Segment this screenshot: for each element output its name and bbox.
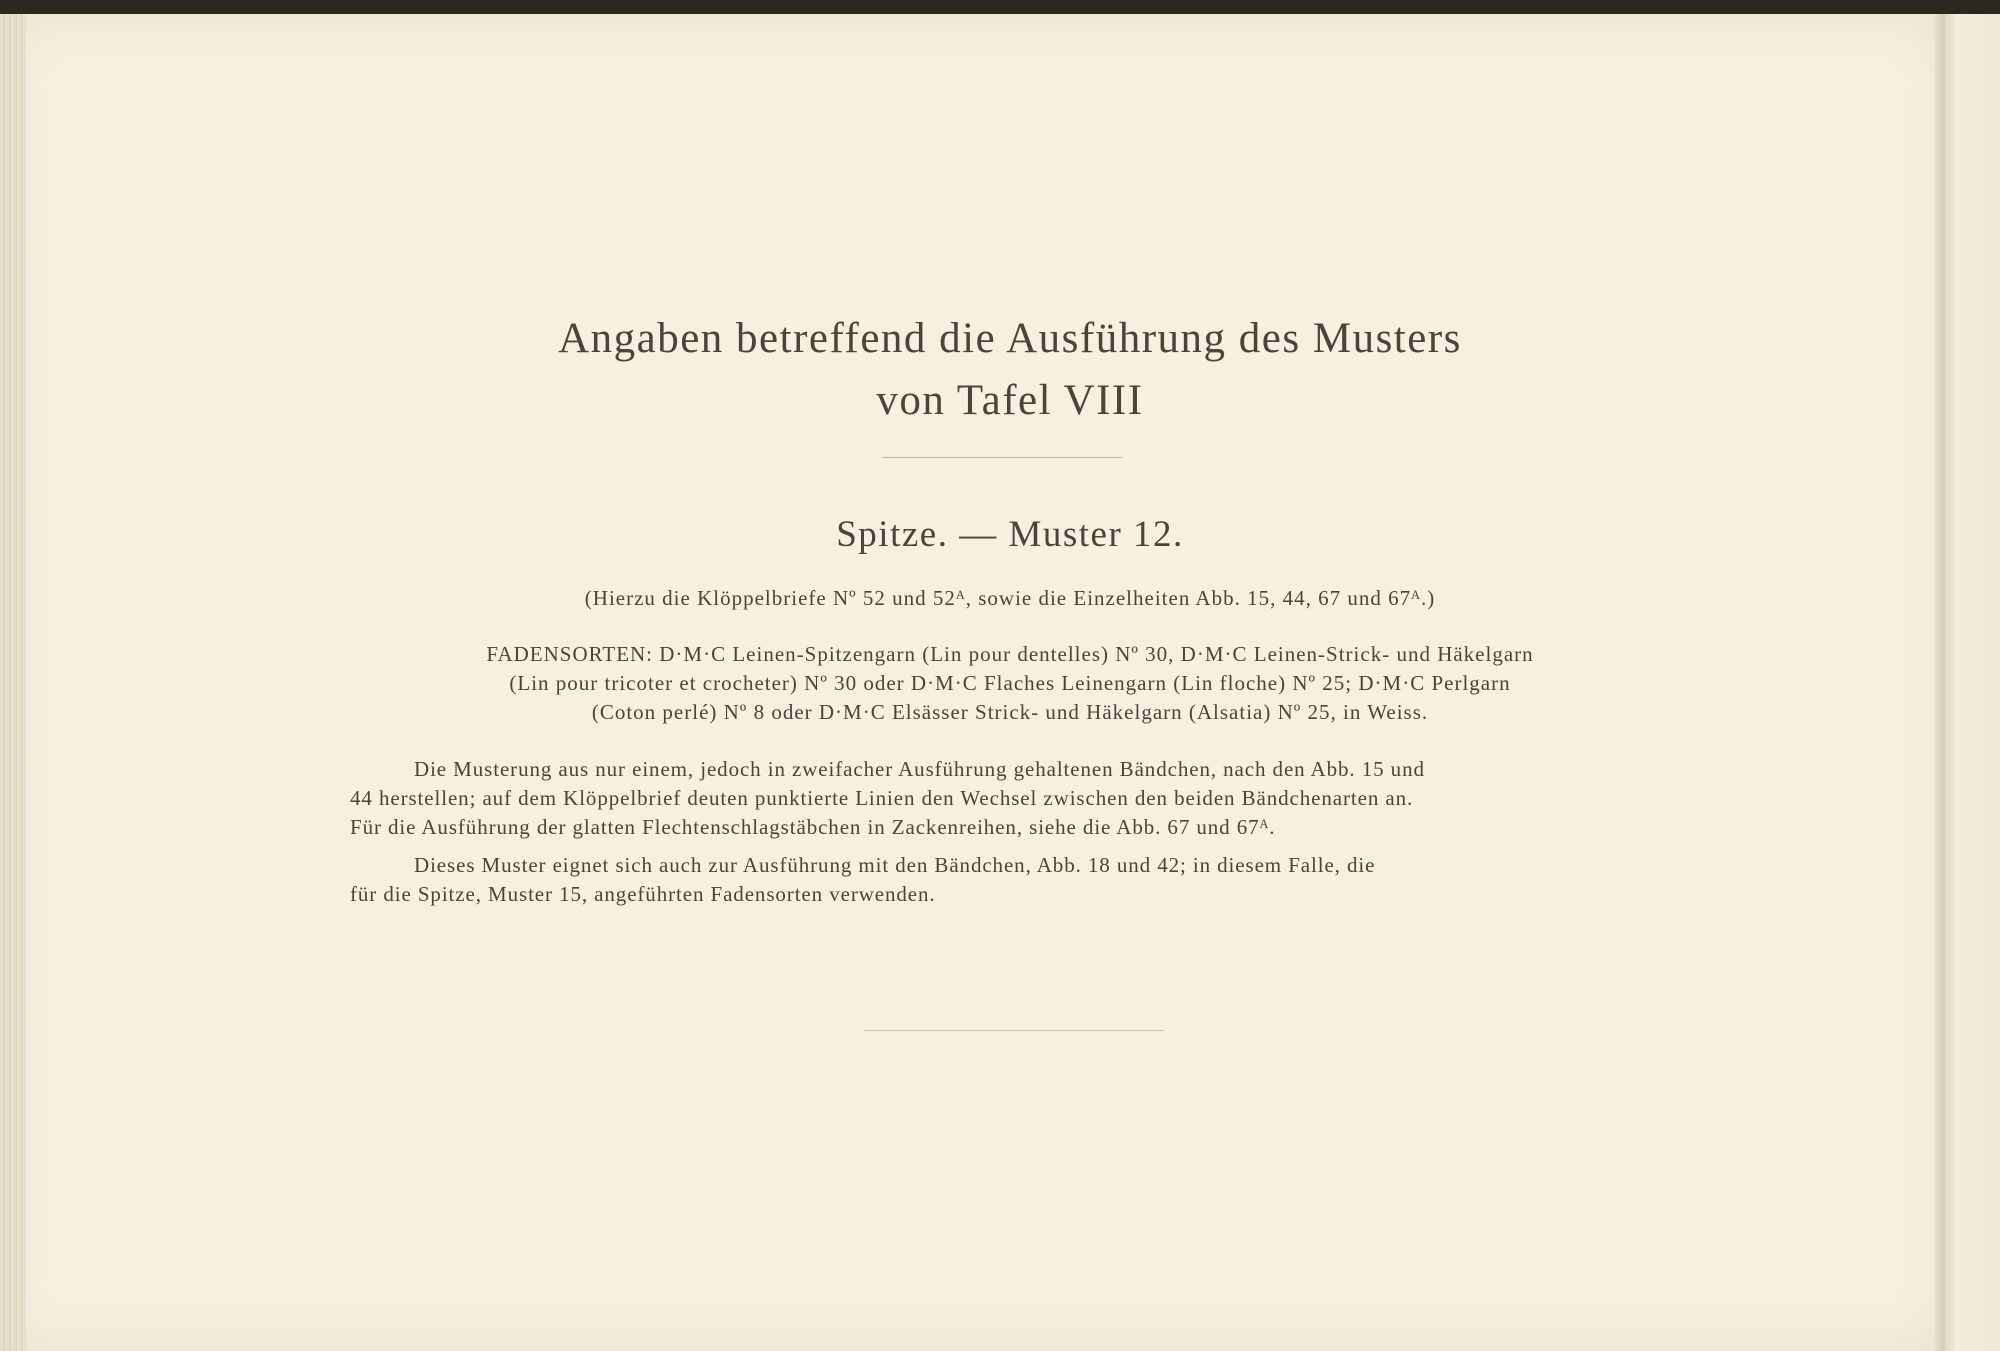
paragraph-2-line-2: für die Spitze, Muster 15, angeführten Fadensorten verwenden.: [350, 882, 936, 906]
title-divider: [882, 457, 1122, 458]
paragraph-1-line-2: 44 herstellen; auf dem Klöppelbrief deuten punktierte Linien den Wechsel zwischen den beiden Bändchenarten an.: [350, 786, 1414, 810]
page-gutter: [1935, 14, 1949, 1351]
fadensorten-line-1: FADENSORTEN: D·M·C Leinen-Spitzengarn (Lin pour dentelles) Nº 30, D·M·C Leinen-Strick- und Häkelgarn: [486, 642, 1534, 666]
closing-divider: [864, 1030, 1164, 1031]
paragraph-1-line-3: Für die Ausführung der glatten Flechtenschlagstäbchen in Zackenreihen, siehe die Abb. 67 und 67ᴬ.: [350, 815, 1276, 839]
page-title-line-1: Angaben betreffend die Ausführung des Musters: [558, 315, 1462, 362]
fadensorten-line-2: (Lin pour tricoter et crocheter) Nº 30 oder D·M·C Flaches Leinengarn (Lin floche) Nº 25; D·M·C Perlgarn: [509, 671, 1511, 695]
page-edge-left: [0, 14, 26, 1351]
next-page-edge: [1948, 14, 2000, 1351]
fadensorten-line-3: (Coton perlé) Nº 8 oder D·M·C Elsässer Strick- und Häkelgarn (Alsatia) Nº 25, in Weiss.: [591, 700, 1429, 724]
section-reference: (Hierzu die Klöppelbriefe Nº 52 und 52ᴬ, sowie die Einzelheiten Abb. 15, 44, 67 und 67ᴬ.): [584, 586, 1436, 610]
paragraph-1-line-1: Die Musterung aus nur einem, jedoch in zweifacher Ausführung gehaltenen Bändchen, nach den Abb. 15 und: [414, 757, 1425, 781]
page-title-line-2: von Tafel VIII: [876, 377, 1144, 424]
paragraph-2-line-1: Dieses Muster eignet sich auch zur Ausführung mit den Bändchen, Abb. 18 und 42; in diesem Falle, die: [414, 853, 1376, 877]
section-title: Spitze. — Muster 12.: [836, 514, 1184, 555]
